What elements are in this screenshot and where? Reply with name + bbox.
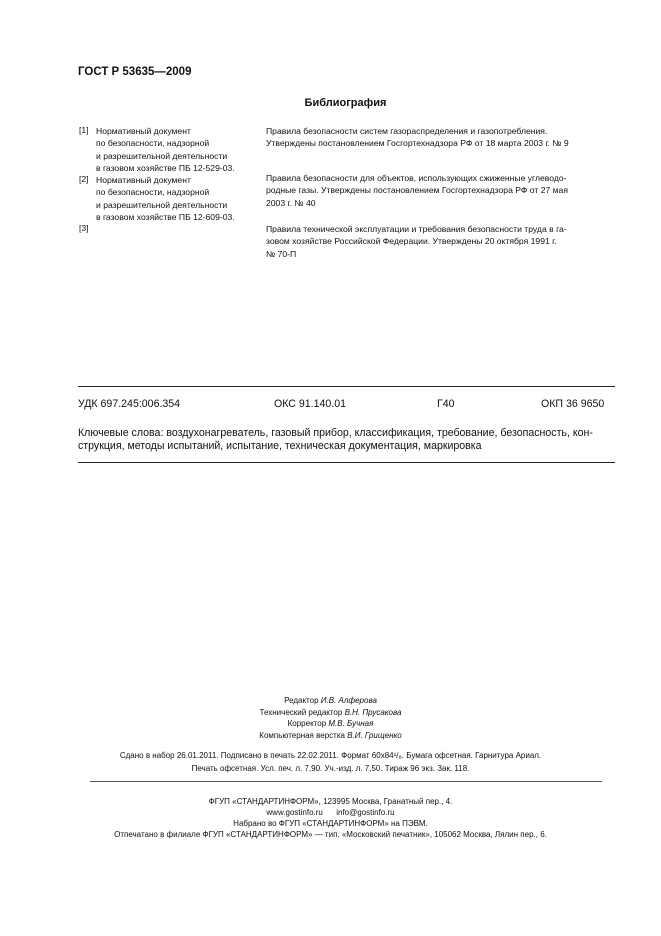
- reference-description-line: Правила безопасности для объектов, использующих сжиженные углеводо-: [266, 173, 567, 183]
- okp-code: ОКП 36 9650: [541, 398, 605, 410]
- reference-source: [96, 125, 261, 174]
- reference-description-line: Правила безопасности систем газораспределения и газопотребления.: [266, 126, 548, 136]
- reference-description-line: № 70-П: [266, 248, 297, 259]
- reference-source-line: в газовом хозяйстве ПБ 12-609-03.: [96, 211, 235, 222]
- bibliography-title: Библиография: [304, 97, 387, 109]
- credit-name: В.Н. Прусакова: [344, 707, 402, 717]
- keywords: [78, 427, 615, 453]
- reference-description: [266, 125, 616, 150]
- credit-tech-editor: [0, 707, 661, 719]
- keywords-line: струкция, методы испытаний, испытание, техническая документация, маркировка: [78, 440, 482, 452]
- credit-label: Корректор: [287, 719, 327, 729]
- divider-bottom: [78, 462, 615, 463]
- reference-description-line: Утверждены постановлением Госгортехнадзора РФ от 18 марта 2003 г. № 9: [266, 138, 569, 149]
- reference-description: [266, 172, 616, 209]
- imprint-divider: [90, 781, 602, 782]
- credit-name: В.И. Грищенко: [347, 730, 402, 740]
- oks-code: ОКС 91.140.01: [274, 398, 347, 410]
- publisher-line: Отпечатано в филиале ФГУП «СТАНДАРТИНФОРМ» — тип. «Московский печатник», 105062 Москва, Лялин пер., 6.: [114, 830, 547, 839]
- reference-source-line: и разрешительной деятельности: [96, 199, 228, 210]
- credit-corrector: [0, 718, 661, 730]
- reference-description-line: 2003 г. № 40: [266, 197, 316, 208]
- reference-source: [96, 174, 261, 223]
- credit-name: И.В. Алферова: [320, 696, 377, 705]
- reference-source-line: в газовом хозяйстве ПБ 12-529-03.: [96, 162, 235, 173]
- publisher-contacts: www.gostinfo.ru info@gostinfo.ru: [266, 808, 395, 817]
- group-code: Г40: [437, 398, 455, 410]
- imprint-line: Сдано в набор 26.01.2011. Подписано в печать 22.02.2011. Формат 60x84¹/₈. Бумага офсетная. Гарнитура Ариал.: [119, 751, 542, 760]
- credit-label: Редактор: [284, 696, 319, 705]
- reference-number: [3]: [79, 223, 89, 233]
- reference-description: [266, 223, 616, 260]
- publisher-line: ФГУП «СТАНДАРТИНФОРМ», 123995 Москва, Гранатный пер., 4.: [208, 797, 453, 806]
- imprint-line: Печать офсетная. Усл. печ. л. 7,90. Уч.-изд. л. 7,50. Тираж 96 экз. Зак. 118.: [191, 764, 470, 773]
- keywords-line: Ключевые слова: воздухонагреватель, газовый прибор, классификация, требование, безопасность, кон-: [78, 427, 593, 439]
- credit-layout: [0, 730, 661, 742]
- publisher-line: Набрано во ФГУП «СТАНДАРТИНФОРМ» на ПЭВМ.: [233, 819, 428, 828]
- reference-number: [1]: [79, 125, 89, 135]
- reference-source-line: Нормативный документ: [96, 175, 191, 185]
- credit-label: Технический редактор: [259, 707, 343, 717]
- credit-name: М.В. Бучная: [328, 719, 374, 729]
- reference-source-line: по безопасности, надзорной: [96, 138, 210, 149]
- credits-block: [0, 695, 661, 741]
- reference-description-line: родные газы. Утверждены постановлением Госгортехнадзора РФ от 27 мая: [266, 185, 568, 196]
- udk-code: УДК 697.245:006.354: [78, 398, 181, 410]
- document-id: ГОСТ Р 53635—2009: [78, 66, 192, 78]
- credit-editor: [0, 695, 661, 707]
- reference-source-line: по безопасности, надзорной: [96, 187, 210, 198]
- divider-top: [78, 386, 615, 387]
- reference-description-line: зовом хозяйстве Российской Федерации. Утверждены 20 октября 1991 г.: [266, 236, 557, 247]
- reference-source-line: Нормативный документ: [96, 126, 191, 136]
- reference-source-line: и разрешительной деятельности: [96, 150, 228, 161]
- credit-label: Компьютерная верстка: [259, 730, 345, 740]
- reference-description-line: Правила технической эксплуатации и требования безопасности труда в га-: [266, 224, 567, 234]
- reference-number: [2]: [79, 174, 89, 184]
